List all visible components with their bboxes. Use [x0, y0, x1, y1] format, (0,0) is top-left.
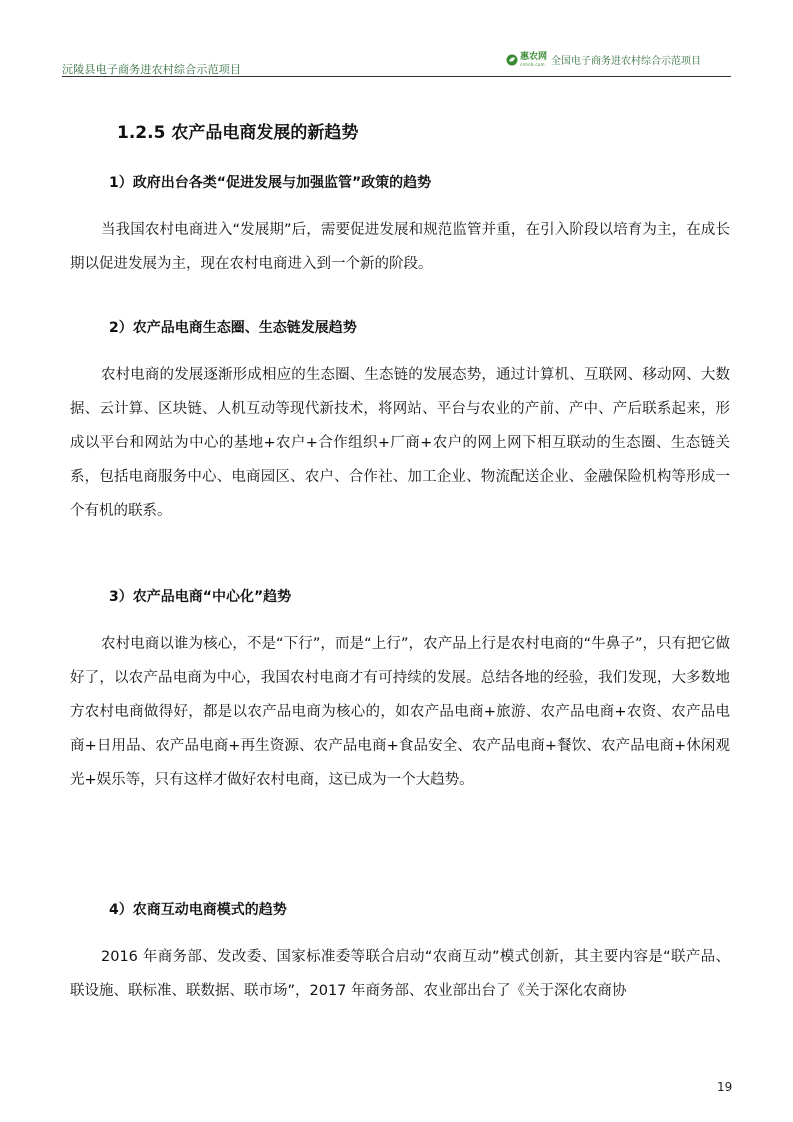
subheading-3: 3）农产品电商“中心化”趋势	[109, 589, 292, 605]
logo-name: 惠农网	[519, 51, 547, 62]
subheading-2: 2）农产品电商生态圈、生态链发展趋势	[109, 320, 357, 336]
paragraph-3: 农村电商以谁为核心，不是“下行”，而是“上行”，农产品上行是农村电商的“牛鼻子”，只有把它做好了，以农产品电商为中心，我国农村电商才有可持续的发展。总结各地的经验，我们发现，大多数地方农村电商做得好，都是以农产品电商为核心的，如农产品电商+旅游、农产品电商+农资、农产品电商+日用品、农产品电商+再生资源、农产品电商+食品安全、农产品电商+餐饮、农产品电商+休闲观光+娱乐等，只有这样才做好农村电商，这已成为一个大趋势。	[70, 636, 730, 788]
brand-logo	[506, 53, 547, 67]
paragraph-1: 当我国农村电商进入“发展期”后，需要促进发展和规范监管并重，在引入阶段以培育为主，在成长期以促进发展为主，现在农村电商进入到一个新的阶段。	[70, 222, 730, 272]
subheading-4: 4）农商互动电商模式的趋势	[109, 902, 287, 918]
header-program-name: 全国电子商务进农村综合示范项目	[551, 56, 701, 67]
subheading-1: 1）政府出台各类“促进发展与加强监管”政策的趋势	[109, 175, 432, 191]
header-right	[506, 52, 701, 67]
logo-subtitle: cnhnb.com	[519, 61, 545, 67]
leaf-logo-icon	[506, 54, 518, 66]
header-project-name: 沅陵县电子商务进农村综合示范项目	[62, 63, 242, 76]
section-title: 1.2.5 农产品电商发展的新趋势	[117, 123, 359, 143]
page-number: 19	[717, 1080, 733, 1094]
header-divider	[62, 76, 731, 77]
paragraph-4: 2016 年商务部、发改委、国家标准委等联合启动“农商互动”模式创新，其主要内容是“联产品、联设施、联标准、联数据、联市场”，2017 年商务部、农业部出台了《关于深化农商协	[70, 949, 730, 999]
paragraph-2: 农村电商的发展逐渐形成相应的生态圈、生态链的发展态势，通过计算机、互联网、移动网、大数据、云计算、区块链、人机互动等现代新技术，将网站、平台与农业的产前、产中、产后联系起来，形成以平台和网站为中心的基地+农户+合作组织+厂商+农户的网上网下相互联动的生态圈、生态链关系，包括电商服务中心、电商园区、农户、合作社、加工企业、物流配送企业、金融保险机构等形成一个有机的联系。	[70, 367, 730, 519]
